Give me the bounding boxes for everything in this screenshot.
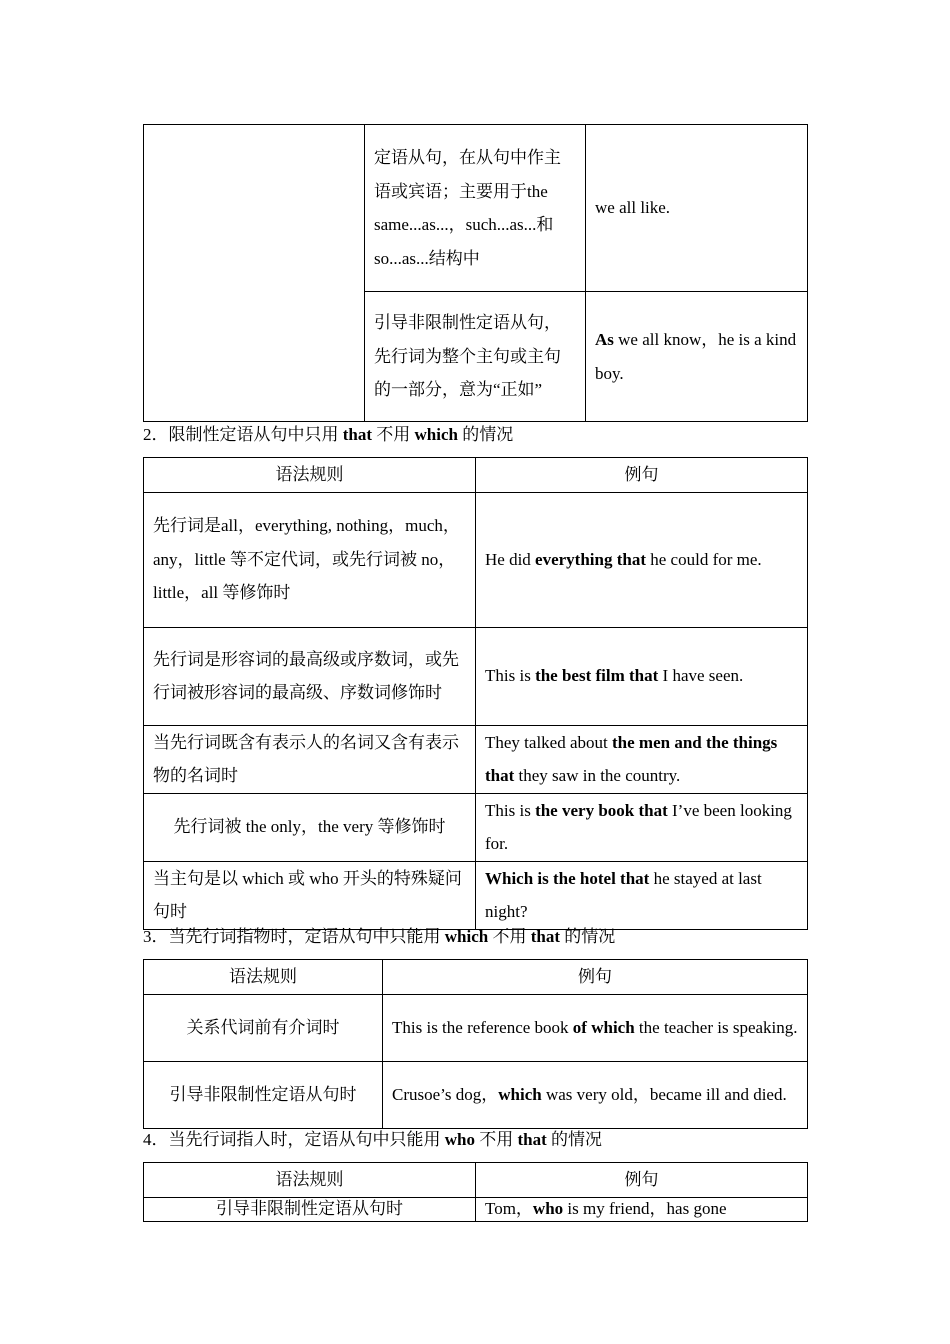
example-segment: I’ve been looking for.	[485, 800, 792, 853]
example-segment: Tom，	[485, 1199, 533, 1218]
example-cell	[476, 725, 808, 793]
merged-empty-cell	[144, 125, 365, 422]
section-number: 3．	[143, 927, 169, 946]
table-header-row	[144, 1163, 808, 1198]
heading-segment: who	[444, 1130, 475, 1149]
example-segment: they saw in the country.	[514, 766, 681, 785]
example-cell	[476, 1197, 808, 1221]
example-segment: everything that	[535, 549, 647, 569]
example-cell	[476, 492, 808, 627]
example-segment: of which	[572, 1017, 635, 1037]
table-2	[143, 457, 807, 930]
heading-segment: 当先行词指物时，定语从句中只能用	[168, 927, 445, 946]
example-segment: the teacher is speaking.	[634, 1017, 798, 1037]
example-segment: I have seen.	[658, 666, 744, 686]
example-segment: This is	[485, 800, 536, 820]
heading-segment: 的情况	[560, 927, 616, 946]
heading-segment: 不用	[372, 425, 415, 444]
example-segment: which	[498, 1084, 542, 1104]
table-row	[144, 994, 808, 1061]
example-cell	[476, 627, 808, 725]
heading-segment: 不用	[488, 927, 531, 946]
example-segment: This is the reference book	[392, 1017, 573, 1037]
table-row	[144, 492, 808, 627]
heading-segment: 的情况	[546, 1130, 603, 1149]
example-segment: is my friend，has gone	[563, 1199, 727, 1218]
table-1	[143, 124, 807, 422]
rule-cell: 当主句是以 which 或 who 开头的特殊疑问句时	[144, 861, 476, 929]
heading-segment: 限制性定语从句中只用	[168, 425, 343, 444]
rule-cell: 先行词被 the only，the very 等修饰时	[144, 793, 476, 861]
example-segment: was very old，became ill and died.	[541, 1084, 787, 1104]
example-segment: Which is the hotel that	[485, 868, 650, 888]
table-row	[144, 725, 808, 793]
section-number: 4．	[143, 1130, 169, 1149]
rule-cell: 引导非限制性定语从句时	[144, 1197, 476, 1221]
heading-segment: 不用	[474, 1130, 518, 1149]
example-cell	[383, 1061, 808, 1128]
example-segment: the men and the things that	[485, 732, 778, 785]
rule-cell: 当先行词既含有表示人的名词又含有表示物的名词时	[144, 725, 476, 793]
example-segment: we all know，he is a kind boy.	[595, 330, 797, 383]
table-row	[144, 1197, 808, 1221]
heading-segment: that	[530, 927, 560, 946]
example-cell	[383, 994, 808, 1061]
example-segment: They talked about	[485, 732, 612, 752]
section-4-heading	[143, 1127, 602, 1153]
example-segment: he stayed at last night?	[485, 868, 762, 921]
table-row	[144, 1061, 808, 1128]
column-header-rule: 语法规则	[144, 1163, 476, 1198]
example-cell	[586, 292, 808, 422]
column-header-example: 例句	[476, 458, 808, 493]
example-cell	[586, 125, 808, 292]
rule-cell: 引导非限制性定语从句时	[144, 1061, 383, 1128]
column-header-rule: 语法规则	[144, 960, 383, 995]
example-segment: As	[595, 330, 614, 349]
heading-segment: which	[414, 425, 458, 444]
example-cell	[476, 793, 808, 861]
table-row	[144, 793, 808, 861]
column-header-example: 例句	[383, 960, 808, 995]
rule-cell: 关系代词前有介词时	[144, 994, 383, 1061]
table-row	[144, 627, 808, 725]
section-number: 2．	[143, 425, 169, 444]
example-segment: who	[532, 1199, 564, 1218]
heading-segment: which	[444, 927, 489, 946]
example-segment: we all like.	[595, 198, 671, 218]
table-row	[144, 861, 808, 929]
table-header-row	[144, 960, 808, 995]
heading-segment: that	[517, 1130, 547, 1149]
example-segment: the very book that	[535, 800, 668, 820]
rule-cell: 定语从句，在从句中作主语或宾语；主要用于the same...as...，such...as...和so...as...结构中	[365, 125, 586, 292]
section-2-heading	[143, 422, 513, 448]
table-header-row	[144, 458, 808, 493]
rule-cell: 先行词是形容词的最高级或序数词，或先行词被形容词的最高级、序数词修饰时	[144, 627, 476, 725]
heading-segment: that	[342, 425, 373, 444]
example-segment: the best film that	[535, 666, 659, 686]
column-header-example: 例句	[476, 1163, 808, 1198]
example-segment: He did	[485, 549, 536, 569]
table-4	[143, 1162, 807, 1222]
heading-segment: 的情况	[458, 425, 514, 444]
example-segment: Crusoe’s dog，	[392, 1084, 499, 1104]
table-row	[144, 125, 808, 292]
table-3	[143, 959, 807, 1129]
rule-cell: 引导非限制性定语从句，先行词为整个主句或主句的一部分，意为“正如”	[365, 292, 586, 422]
example-cell	[476, 861, 808, 929]
section-3-heading	[143, 924, 615, 950]
example-segment: he could for me.	[646, 549, 762, 569]
rule-cell: 先行词是all，everything, nothing，much，any，little 等不定代词，或先行词被 no，little，all 等修饰时	[144, 492, 476, 627]
example-segment: This is	[485, 666, 536, 686]
column-header-rule: 语法规则	[144, 458, 476, 493]
heading-segment: 当先行词指人时，定语从句中只能用	[168, 1130, 445, 1149]
